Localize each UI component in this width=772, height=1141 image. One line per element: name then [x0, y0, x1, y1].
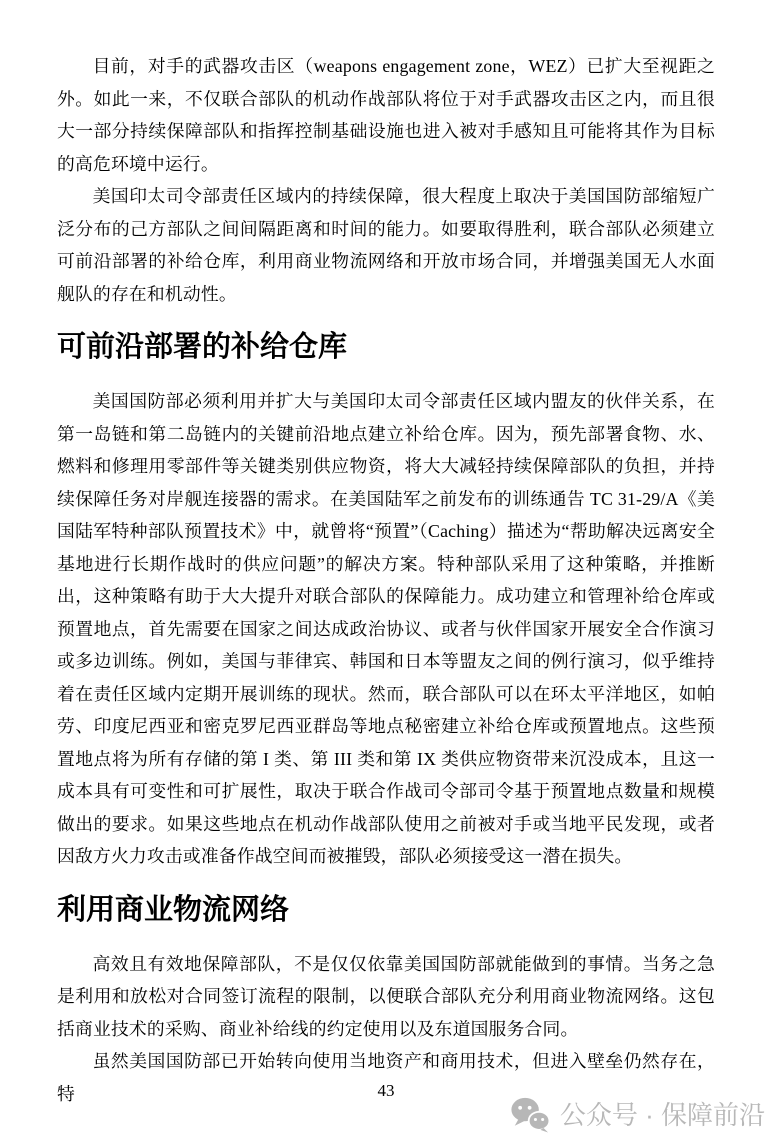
section-heading-commercial-logistics: 利用商业物流网络	[57, 893, 290, 926]
watermark-text: 公众号 · 保障前沿	[559, 1100, 765, 1130]
paragraph-dod-local-assets: 虽然美国国防部已开始转向使用当地资产和商用技术，但进入壁垒仍然存在，特	[57, 1051, 715, 1104]
page-number: 43	[377, 1081, 395, 1100]
paragraph-indopacom-sustainment: 美国印太司令部责任区域内的持续保障，很大程度上取决于美国国防部缩短广泛分布的己方部队之间间隔距离和时间的能力。如要取得胜利，联合部队必须建立可前沿部署的补给仓库，利用商业物流网络和开放市场合同，并增强美国无人水面舰队的存在和机动性。	[57, 186, 715, 304]
paragraph-wez: 目前，对手的武器攻击区（weapons engagement zone，WEZ）已扩大至视距之外。如此一来，不仅联合部队的机动作战部队将位于对手武器攻击区之内，而且很大一部分持续保障部队和指挥控制基础设施也进入被对手感知且可能将其作为目标的高危环境中运行。	[57, 56, 715, 174]
paragraph-supply-depots: 美国国防部必须利用并扩大与美国印太司令部责任区域内盟友的伙伴关系，在第一岛链和第二岛链内的关键前沿地点建立补给仓库。因为，预先部署食物、水、燃料和修理用零部件等关键类别供应物资，将大大减轻持续保障部队的负担，并持续保障任务对岸舰连接器的需求。在美国陆军之前发布的训练通告 TC 31-29/A《美国陆军特种部队预置技术》中，就曾将“预置”（Caching）描述为“帮助解决远离安全基地进行长期作战时的供应问题”的解决方案。特种部队采用了这种策略，并推断出，这种策略有助于大大提升对联合部队的保障能力。成功建立和管理补给仓库或预置地点，首先需要在国家之间达成政治协议、或者与伙伴国家开展安全合作演习或多边训练。例如，美国与菲律宾、韩国和日本等盟友之间的例行演习，似乎维持着在责任区域内定期开展训练的现状。然而，联合部队可以在环太平洋地区，如帕劳、印度尼西亚和密克罗尼西亚群岛等地点秘密建立补给仓库或预置地点。这些预置地点将为所有存储的第 I 类、第 III 类和第 IX 类供应物资带来沉没成本，且这一成本具有可变性和可扩展性，取决于联合作战司令部司令基于预置地点数量和规模做出的要求。如果这些地点在机动作战部队使用之前被对手或当地平民发现，或者因敌方火力攻击或准备作战空间而被摧毁，部队必须接受这一潜在损失。	[57, 391, 715, 866]
section-heading-supply-depots: 可前沿部署的补给仓库	[57, 331, 348, 363]
paragraph-commercial-logistics: 高效且有效地保障部队，不是仅仅依靠美国国防部就能做到的事情。当务之急是利用和放松对合同签订流程的限制，以便联合部队充分利用商业物流网络。这包括商业技术的采购、商业补给线的约定使用以及东道国服务合同。	[57, 953, 715, 1039]
watermark	[510, 1096, 765, 1134]
wechat-icon	[510, 1097, 551, 1133]
